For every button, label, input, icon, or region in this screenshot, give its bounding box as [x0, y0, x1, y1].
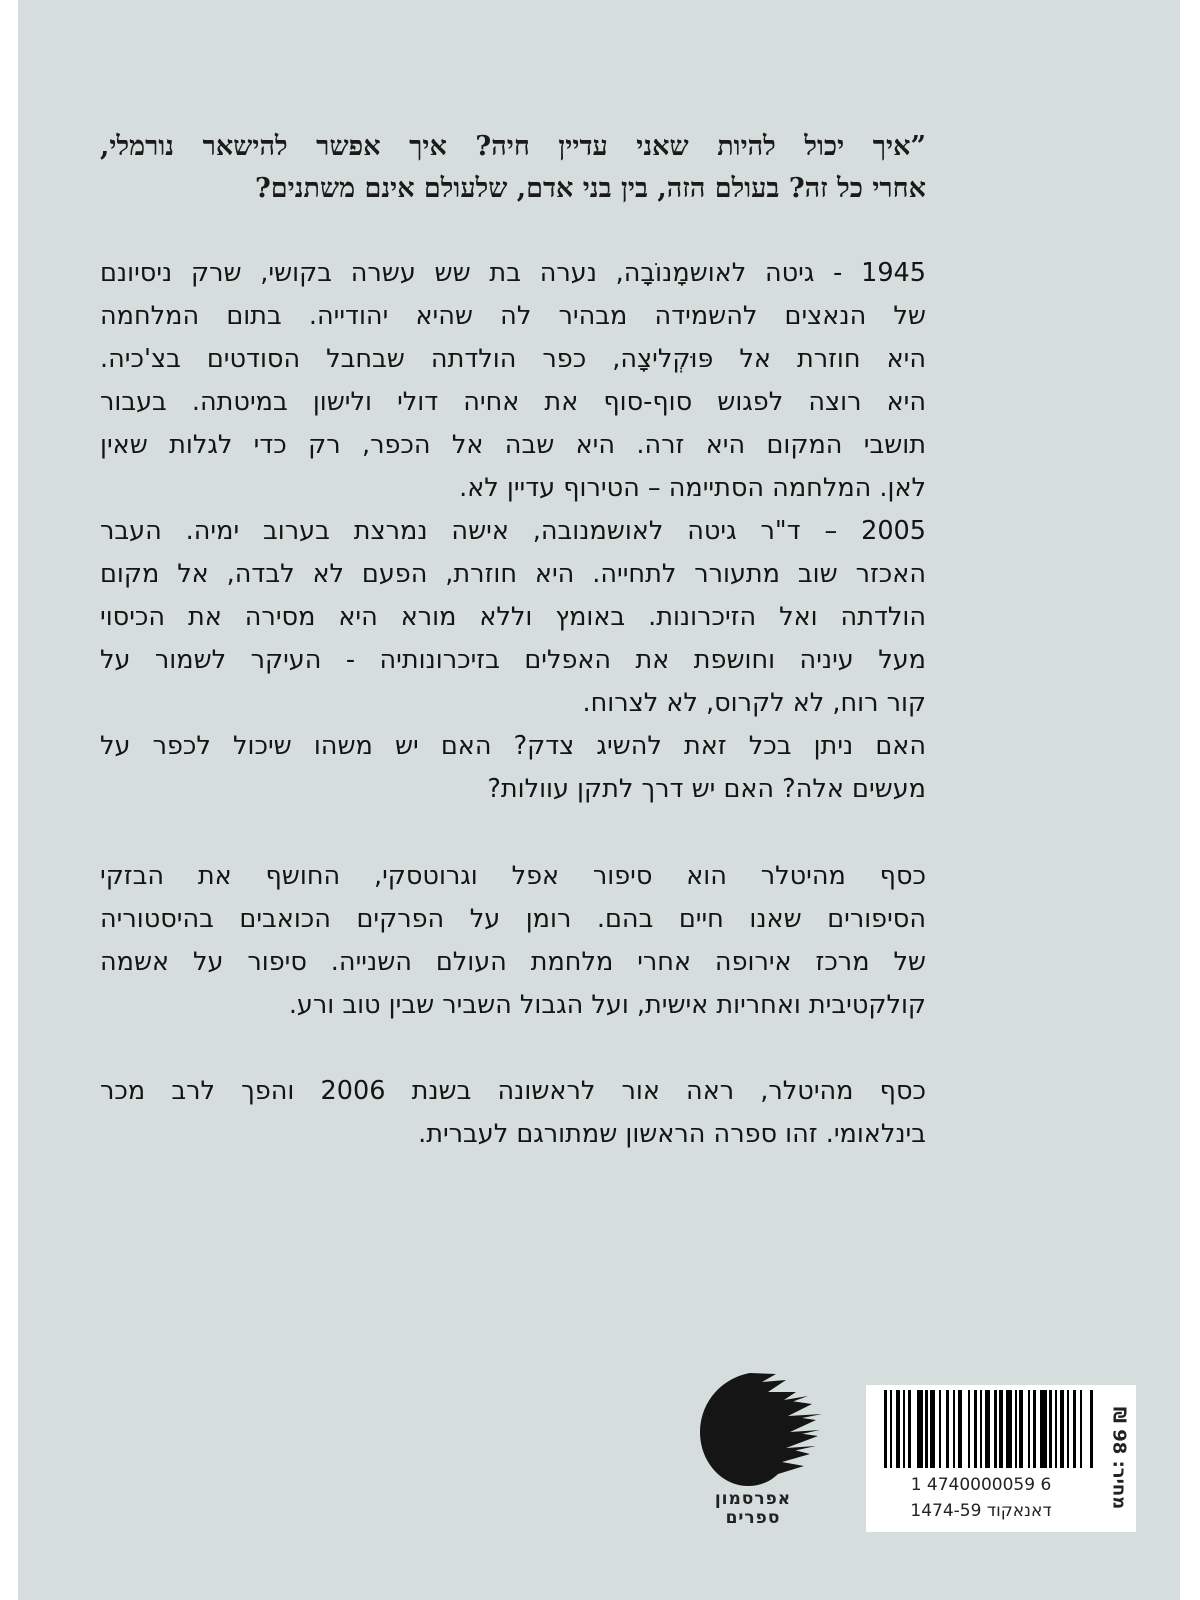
quote-line: אחרי כל זה? בעולם הזה, בין בני אדם, שלעולם אינם משתנים?: [254, 173, 926, 204]
barcode-icon: [884, 1390, 1096, 1468]
brush-circle-icon: [692, 1370, 828, 1488]
blurb-line: קור רוח, לא לקרוס, לא לצרוח.: [582, 688, 926, 718]
cover-quote: [100, 126, 926, 210]
danacode: דאנאקוד 1474-59: [910, 1501, 1052, 1521]
blurb-paragraph-1945: [100, 252, 926, 811]
publisher-logo: [688, 1370, 838, 1540]
blurb-line: היא חוזרת אל פּוּקְליצָה, כפר הולדתה שבחבל הסודטים בצ'כיה.: [100, 344, 926, 374]
publisher-subtitle: ספרים: [725, 1508, 781, 1528]
quote-line: ”איך יכול להיות שאני עדיין חיה? איך אפשר להישאר נורמלי,: [100, 131, 926, 162]
price-label: [1104, 1393, 1134, 1523]
price-text: מחיר: 98 ₪: [1108, 1406, 1130, 1510]
blurb-line: של מרכז אירופה אחרי מלחמת העולם השנייה. סיפור על אשמה: [100, 947, 926, 977]
barcode-number: 1 4740000059 6: [910, 1475, 1052, 1495]
blurb-line: קולקטיבית ואחריות אישית, ועל הגבול השביר שבין טוב ורע.: [288, 990, 926, 1020]
blurb-line: של הנאצים להשמידה מבהיר לה שהיא יהודייה. בתום המלחמה: [100, 301, 926, 331]
blurb-line: כסף מהיטלר, ראה אור לראשונה בשנת 2006 והפך לרב מכר: [100, 1076, 926, 1106]
blurb-line: הסיפורים שאנו חיים בהם. רומן על הפרקים הכואבים בהיסטוריה: [100, 904, 926, 934]
blurb-line: תושבי המקום היא זרה. היא שבה אל הכפר, רק כדי לגלות שאין: [100, 430, 926, 460]
blurb-line: כסף מהיטלר הוא סיפור אפל וגרוטסקי, החושף את הבזקי: [100, 861, 926, 891]
blurb-line: בינלאומי. זהו ספרה הראשון שמתורגם לעברית.: [418, 1119, 926, 1149]
blurb-line: האכזר שוב מתעורר לתחייה. היא חוזרת, הפעם לא לבדה, אל מקום: [100, 559, 926, 589]
publisher-name: אפרסמון: [714, 1489, 792, 1509]
barcode-label: [866, 1385, 1136, 1532]
blurb-line: מעל עיניה וחושפת את האפלים בזיכרונותיה - העיקר לשמור על: [100, 645, 926, 675]
blurb-paragraph-publication: [100, 1070, 926, 1156]
blurb-line: האם ניתן בכל זאת להשיג צדק? האם יש משהו שיכול לכפר על: [100, 731, 926, 761]
blurb-line: לאן. המלחמה הסתיימה – הטירוף עדיין לא.: [459, 473, 926, 503]
blurb-line: 1945 - גיטה לאושמָנוֹבָה, נערה בת שש עשרה בקושי, שרק ניסיונם: [100, 258, 926, 288]
blurb-line: 2005 – ד"ר גיטה לאושמנובה, אישה נמרצת בערוב ימיה. העבר: [100, 516, 926, 546]
blurb-line: מעשים אלה? האם יש דרך לתקן עוולות?: [487, 774, 926, 804]
blurb-paragraph-summary: [100, 855, 926, 1027]
blurb-line: הולדתה ואל הזיכרונות. באומץ וללא מורא היא מסירה את הכיסוי: [100, 602, 926, 632]
blurb-line: היא רוצה לפגוש סוף-סוף את אחיה דולי ולישון במיטתה. בעבור: [100, 387, 926, 417]
